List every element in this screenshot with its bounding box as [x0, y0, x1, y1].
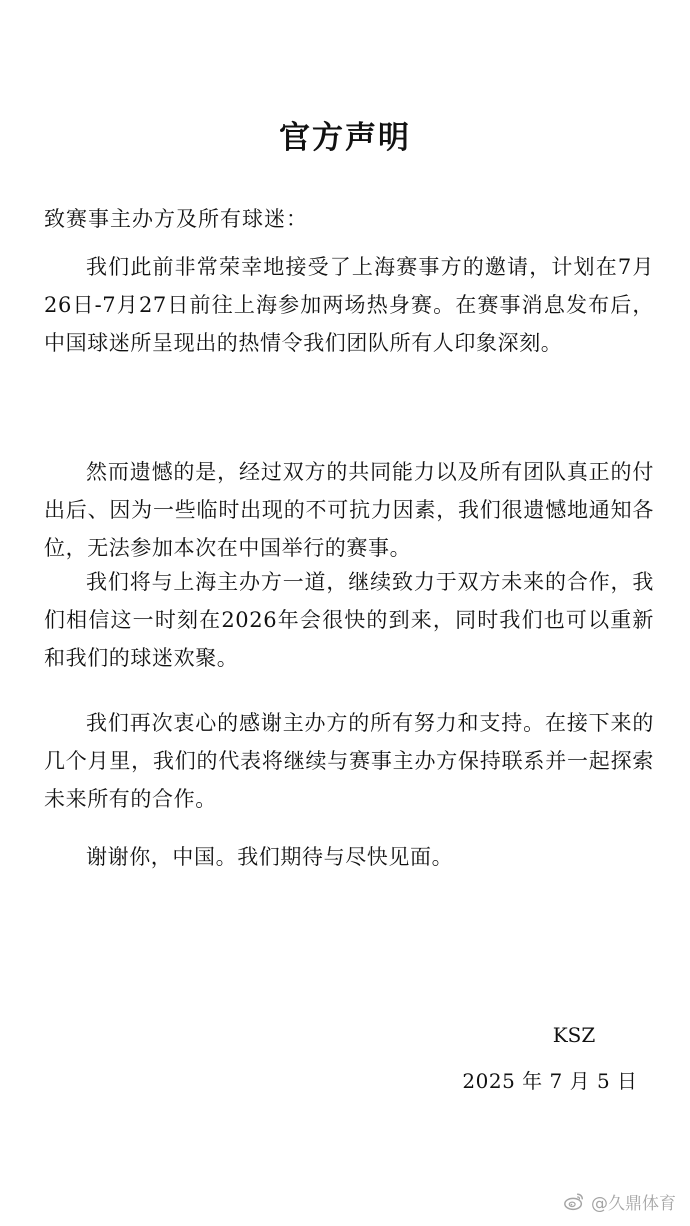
paragraph-invitation: 我们此前非常荣幸地接受了上海赛事方的邀请，计划在7月26日-7月27日前往上海参加两场热身赛。在赛事消息发布后，中国球迷所呈现出的热情令我们团队所有人印象深刻。: [44, 255, 654, 355]
statement-title: 官方声明: [279, 120, 411, 156]
salutation: 致赛事主办方及所有球迷：: [44, 207, 308, 231]
signature-name: KSZ: [552, 1023, 596, 1047]
paragraph-thanks-china: 谢谢你，中国。我们期待与尽快见面。: [86, 845, 454, 869]
watermark: [563, 1189, 676, 1214]
weibo-icon: [563, 1191, 585, 1213]
paragraph-cancellation: 然而遗憾的是，经过双方的共同能力以及所有团队真正的付出后、因为一些临时出现的不可抗力因素，我们很遗憾地通知各位，无法参加本次在中国举行的赛事。: [44, 460, 654, 560]
paragraph-future-cooperation: 我们将与上海主办方一道，继续致力于双方未来的合作，我们相信这一时刻在2026年会很快的到来，同时我们也可以重新和我们的球迷欢聚。: [44, 570, 654, 670]
watermark-text: @久鼎体育: [591, 1194, 676, 1214]
signature-block: [462, 1018, 650, 1098]
signature-date: 2025 年 7 月 5 日: [462, 1069, 638, 1093]
paragraph-thanks-organizer: 我们再次衷心的感谢主办方的所有努力和支持。在接下来的几个月里，我们的代表将继续与赛事主办方保持联系并一起探索未来所有的合作。: [44, 711, 654, 811]
